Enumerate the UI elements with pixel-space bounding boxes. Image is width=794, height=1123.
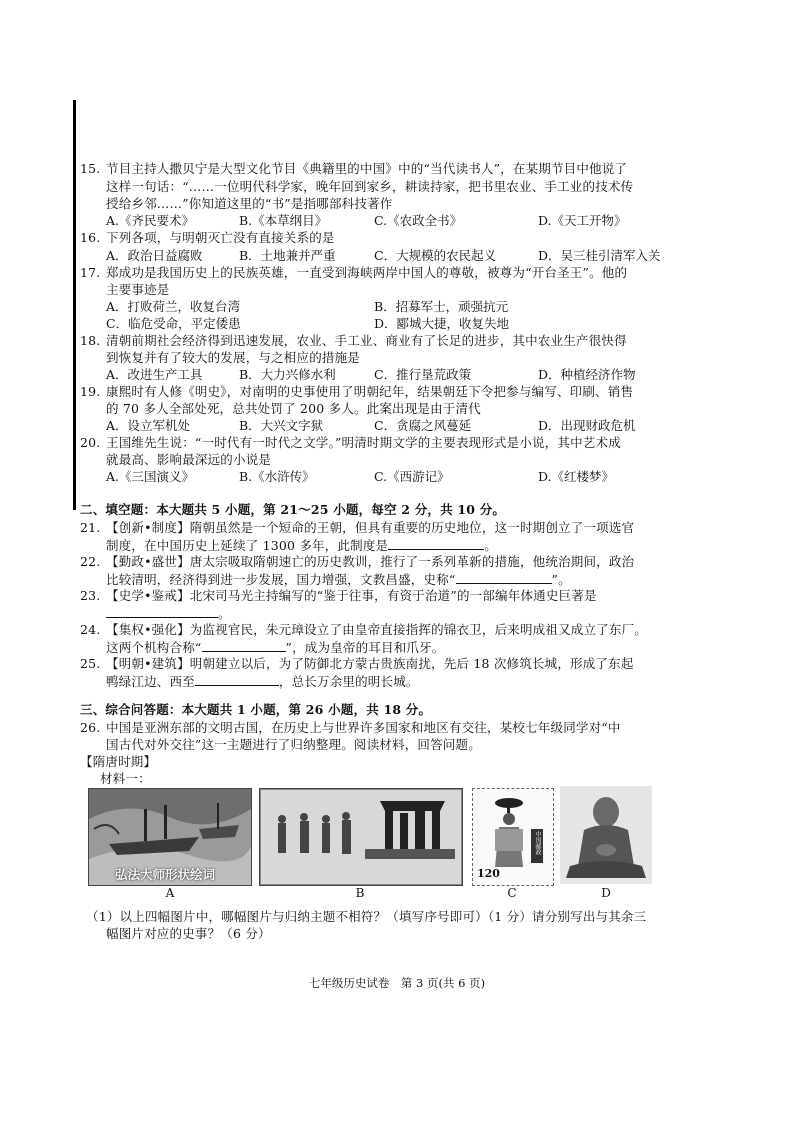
q16-option-c: C．大规模的农民起义 xyxy=(374,248,497,263)
page-footer: 七年级历史试卷 第 3 页(共 6 页) xyxy=(308,976,486,990)
q20-option-d: D.《红楼梦》 xyxy=(538,469,615,484)
q20-line2: 就最高、影响最深远的小说是 xyxy=(106,452,272,467)
q19-option-c: C．贪腐之风蔓延 xyxy=(374,418,472,433)
figures-painting-illustration xyxy=(260,789,462,885)
q18-option-a: A．改进生产工具 xyxy=(106,367,203,382)
q17-option-d: D．郾城大捷，收复失地 xyxy=(374,316,510,331)
q18-line1: 18. 清朝前期社会经济得到迅速发展，农业、手工业、商业有了长足的进步，其中农业生产很快得 xyxy=(80,333,627,348)
q20-option-a: A.《三国演义》 xyxy=(106,469,195,484)
q25-line2: 鸭绿江边、西至 ，总长万余里的明长城。 xyxy=(106,674,419,689)
q21-line2: 制度，在中国历史上延续了 1300 多年，此制度是 。 xyxy=(106,538,497,553)
q15-option-b: B.《本草纲目》 xyxy=(239,213,328,228)
image-d-label: D xyxy=(601,886,611,900)
q18-line2: 到恢复并有了较大的发展，与之相应的措施是 xyxy=(106,350,361,365)
image-b-label: B xyxy=(355,886,365,900)
q15-option-c: C.《农政全书》 xyxy=(374,213,463,228)
q22-line2: 比较清明，经济得到进一步发展，国力增强，文教昌盛，史称“ ”。 xyxy=(106,572,571,587)
q19-option-a: A．设立军机处 xyxy=(106,418,191,433)
q26-material-label: 材料一： xyxy=(100,771,151,786)
q17-line2: 主要事迹是 xyxy=(106,282,170,297)
seated-monk-statue-illustration xyxy=(560,786,652,884)
q26-line1: 26. 中国是亚洲东部的文明古国，在历史上与世界许多国家和地区有交往，某校七年级同学对“中 xyxy=(80,720,621,735)
material-image-c-stamp xyxy=(472,788,554,886)
q26-sub1-line2: 幅图片对应的史事？（6 分） xyxy=(106,926,271,941)
q16-option-a: A．政治日益腐败 xyxy=(106,248,203,263)
q17-line1: 17. 郑成功是我国历史上的民族英雄，一直受到海峡两岸中国人的尊敬，被尊为“开台圣王”。他的 xyxy=(80,265,628,280)
q15-option-a: A.《齐民要术》 xyxy=(106,213,195,228)
q22-line1: 22. 【勤政•盛世】唐太宗吸取隋朝速亡的历史教训，推行了一系列革新的措施，他统治期间，政治 xyxy=(80,554,635,569)
q19-option-b: B．大兴文字狱 xyxy=(239,418,324,433)
q15-line2: 这样一句话：“……一位明代科学家，晚年回到家乡，耕读持家，把书里农业、手工业的技术传 xyxy=(106,179,634,194)
q26-sub1-line1: （1）以上四幅图片中，哪幅图片与归纳主题不相符？（填写序号即可）（1 分）请分别写出与其余三 xyxy=(86,909,647,924)
q19-option-d: D．出现财政危机 xyxy=(538,418,636,433)
q24-answer-blank[interactable] xyxy=(202,639,286,652)
stamp-country-text: 中国邮政 xyxy=(534,831,541,855)
q18-option-d: D．种植经济作物 xyxy=(538,367,636,382)
section3-title: 三、综合问答题：本大题共 1 小题，第 26 小题，共 18 分。 xyxy=(80,702,432,717)
q17-option-a: A．打败荷兰，收复台湾 xyxy=(106,299,241,314)
q26-period-heading: 【隋唐时期】 xyxy=(80,754,157,769)
q24-line2: 这两个机构合称“ ”，成为皇帝的耳目和爪牙。 xyxy=(106,640,445,655)
q16-option-b: B．土地兼并严重 xyxy=(239,248,336,263)
q20-line1: 20. 王国维先生说：“一时代有一时代之文学。”明清时期文学的主要表现形式是小说，其中艺术成 xyxy=(80,435,621,450)
scan-edge-mark xyxy=(73,100,76,510)
q23-line1: 23. 【史学•鉴戒】北宋司马光主持编写的“鉴于往事，有资于治道”的一部编年体通史巨著是 xyxy=(80,588,597,603)
q18-option-c: C．推行垦荒政策 xyxy=(374,367,472,382)
image-c-label: C xyxy=(507,886,517,900)
q25-line1: 25. 【明朝•建筑】明朝建立以后，为了防御北方蒙古贵族南扰，先后 18 次修筑长城，形成了东起 xyxy=(80,656,634,671)
material-image-d xyxy=(560,786,652,884)
q22-answer-blank[interactable] xyxy=(456,571,552,584)
image-a-label: A xyxy=(165,886,175,900)
q24-line1: 24. 【集权•强化】为监视官民，朱元璋设立了由皇帝直接指挥的锦衣卫，后来明成祖又成立了东厂。 xyxy=(80,622,647,637)
q16-option-d: D．吴三桂引清军入关 xyxy=(538,248,661,263)
q19-line1: 19. 康熙时有人修《明史》，对南明的史事使用了明朝纪年，结果朝廷下令把参与编写、印刷、销售 xyxy=(80,384,634,399)
q21-line1: 21. 【创新•制度】隋朝虽然是一个短命的王朝，但具有重要的历史地位，这一时期创立了一项选官 xyxy=(80,520,635,535)
q15-option-d: D.《天工开物》 xyxy=(538,213,627,228)
q21-answer-blank[interactable] xyxy=(388,537,484,550)
stamp-value: 120 xyxy=(477,867,500,880)
material-image-b xyxy=(259,788,463,886)
q20-option-c: C.《西游记》 xyxy=(374,469,450,484)
section2-title: 二、填空题：本大题共 5 小题，第 21～25 小题，每空 2 分，共 10 分。 xyxy=(80,502,506,517)
q26-line2: 国古代对外交往”这一主题进行了归纳整理。阅读材料，回答问题。 xyxy=(106,737,481,752)
q17-option-b: B．招募军士，顽强抗元 xyxy=(374,299,509,314)
q18-option-b: B．大力兴修水利 xyxy=(239,367,336,382)
q25-answer-blank[interactable] xyxy=(195,673,279,686)
q16-line1: 16. 下列各项，与明朝灭亡没有直接关系的是 xyxy=(80,230,335,245)
q15-line1: 15. 节目主持人撒贝宁是大型文化节目《典籍里的中国》中的“当代读书人”，在某期节目中他说了 xyxy=(80,161,628,176)
q15-line3: 授给乡邻……”你知道这里的“书”是指哪部科技著作 xyxy=(106,196,393,211)
q23-line2: 。 xyxy=(106,605,231,622)
q17-option-c: C．临危受命，平定倭患 xyxy=(106,316,241,331)
material-image-a xyxy=(88,788,252,886)
q20-option-b: B.《水浒传》 xyxy=(239,469,315,484)
q23-answer-blank[interactable] xyxy=(106,605,218,618)
image-a-caption: 弘法大师形状绘词 xyxy=(115,867,216,882)
q19-line2: 的 70 多人全部处死，总共处罚了 200 多人。此案出现是由于清代 xyxy=(106,401,481,416)
